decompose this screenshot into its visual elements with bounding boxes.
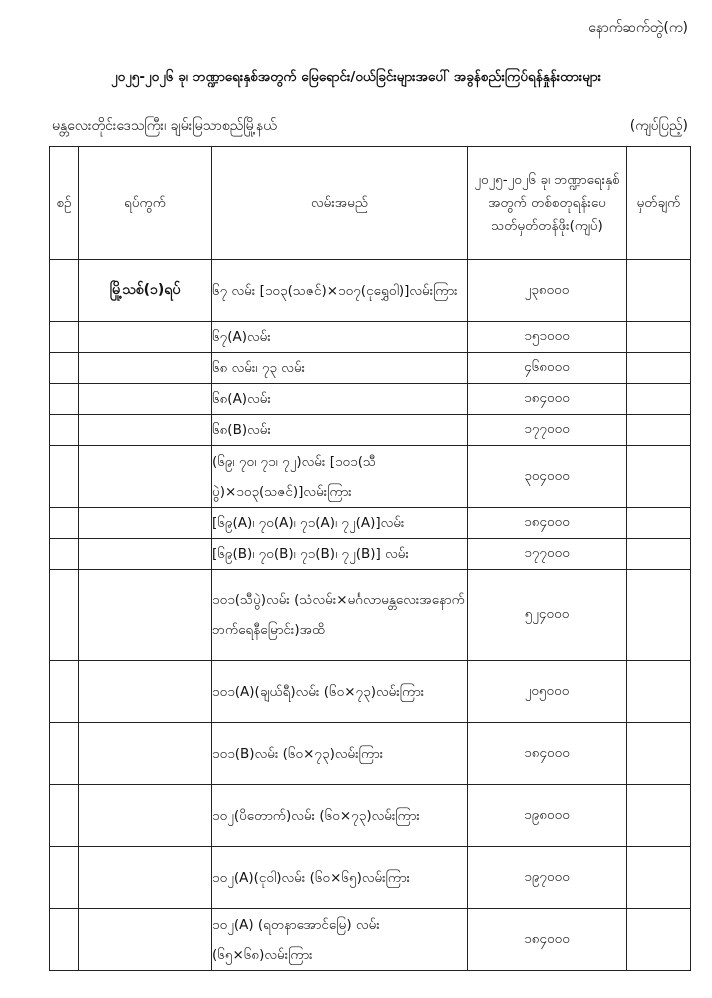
header-serial-no: စဉ် [50,147,79,260]
cell-rate: ၂၀၅၀၀၀ [468,661,627,723]
cell-ward [79,661,212,723]
cell-rate: ၁၉၈၀၀၀ [468,785,627,847]
cell-remarks [627,446,691,508]
cell-remarks [627,260,691,322]
cell-road-name: ၆၇(A)လမ်း [212,322,468,353]
cell-serial-no [50,322,79,353]
cell-road-name: ၁၀၂(A)(ငုဝါ)လမ်း (၆၀×၆၅)လမ်းကြား [212,847,468,909]
cell-road-name: ၁၀၂(A) (ရတနာအောင်မြေ) လမ်း (၆၅×၆၈)လမ်းကြား [212,909,468,971]
cell-rate: ၂၃၈၀၀၀ [468,260,627,322]
table-row [50,260,691,322]
cell-rate: ၁၈၄၀၀၀ [468,723,627,785]
cell-serial-no [50,415,79,446]
table-row [50,661,691,723]
cell-road-name: ၁၀၁(B)လမ်း (၆၀×၇၃)လမ်းကြား [212,723,468,785]
cell-ward [79,539,212,570]
cell-ward [79,322,212,353]
table-row [50,384,691,415]
cell-ward [79,785,212,847]
cell-road-name: (၆၉၊ ၇၀၊ ၇၁၊ ၇၂)လမ်း [၁၀၁(သီပွဲ)×၁၀၃(သဇင်)]လမ်းကြား [212,446,468,508]
header-rate-per-sqft: ၂၀၂၅-၂၀၂၆ ခု၊ ဘဏ္ဍာရေးနှစ်အတွက် တစ်စတုရန်းပေ သတ်မှတ်တန်ဖိုး(ကျပ်) [468,147,627,260]
cell-road-name: ၆၈ လမ်း၊ ၇၃ လမ်း [212,353,468,384]
cell-rate: ၁၇၇၀၀၀ [468,539,627,570]
table-row [50,446,691,508]
table-row [50,539,691,570]
annex-label: နောက်ဆက်တွဲ(က) [588,20,688,36]
cell-rate: ၅၂၄၀၀၀ [468,570,627,661]
cell-serial-no [50,446,79,508]
cell-road-name: ၆၈(A)လမ်း [212,384,468,415]
cell-remarks [627,415,691,446]
cell-road-name: ၁၀၂(ပိတောက်)လမ်း (၆၀×၇၃)လမ်းကြား [212,785,468,847]
cell-serial-no [50,384,79,415]
table-row [50,570,691,661]
cell-ward [79,353,212,384]
cell-serial-no [50,353,79,384]
cell-serial-no [50,539,79,570]
cell-ward [79,847,212,909]
cell-remarks [627,384,691,415]
header-road-name: လမ်းအမည် [212,147,468,260]
cell-road-name: ၁၀၁(A)(ချယ်ရီ)လမ်း (၆၀×၇၃)လမ်းကြား [212,661,468,723]
cell-ward [79,570,212,661]
cell-remarks [627,847,691,909]
table-row [50,353,691,384]
unit-label: (ကျပ်ပြည့်) [629,118,688,134]
cell-rate: ၁၇၇၀၀၀ [468,415,627,446]
cell-serial-no [50,909,79,971]
cell-road-name: [၆၉(A)၊ ၇၀(A)၊ ၇၁(A)၊ ၇၂(A)]လမ်း [212,508,468,539]
cell-serial-no [50,847,79,909]
cell-ward [79,384,212,415]
table-row [50,322,691,353]
cell-serial-no [50,785,79,847]
cell-remarks [627,661,691,723]
cell-remarks [627,723,691,785]
table-row [50,723,691,785]
header-ward: ရပ်ကွက် [79,147,212,260]
cell-serial-no [50,723,79,785]
cell-remarks [627,539,691,570]
table-row [50,785,691,847]
cell-ward [79,909,212,971]
cell-rate: ၁၅၁၀၀၀ [468,322,627,353]
table-row [50,909,691,971]
land-tax-rate-table [49,146,691,971]
cell-rate: ၃၀၄၀၀၀ [468,446,627,508]
cell-road-name: ၆၇ လမ်း [၁၀၃(သဇင်)×၁၀၇(ငုရွှေဝါ)]လမ်းကြား [212,260,468,322]
cell-road-name: [၆၉(B)၊ ၇၀(B)၊ ၇၁(B)၊ ၇၂(B)] လမ်း [212,539,468,570]
table-header-row [50,147,691,260]
cell-ward [79,508,212,539]
table-row [50,847,691,909]
cell-serial-no [50,570,79,661]
header-remarks: မှတ်ချက် [627,147,691,260]
cell-rate: ၁၈၄၀၀၀ [468,384,627,415]
cell-ward [79,446,212,508]
cell-road-name: ၆၈(B)လမ်း [212,415,468,446]
location-label: မန္တလေးတိုင်းဒေသကြီး၊ ချမ်းမြသာစည်မြို့နယ် [52,118,277,134]
cell-rate: ၁၈၄၀၀၀ [468,909,627,971]
table-row [50,415,691,446]
cell-rate: ၁၉၇၀၀၀ [468,847,627,909]
cell-remarks [627,322,691,353]
document-title: ၂၀၂၅-၂၀၂၆ ခု၊ ဘဏ္ဍာရေးနှစ်အတွက် မြေရောင်း/ဝယ်ခြင်းများအပေါ် အခွန်စည်းကြပ်ရန်နှုန်းထားများ [110,69,602,85]
cell-remarks [627,909,691,971]
cell-ward [79,415,212,446]
cell-remarks [627,785,691,847]
cell-ward [79,723,212,785]
cell-serial-no [50,661,79,723]
cell-ward: မြို့သစ်(၁)ရပ် [79,260,212,322]
cell-serial-no [50,508,79,539]
cell-remarks [627,353,691,384]
cell-remarks [627,570,691,661]
cell-road-name: ၁၀၁(သီပွဲ)လမ်း (သံလမ်း×မင်္ဂလာမန္တလေးအနောက် ဘက်ရေနီမြောင်း)အထိ [212,570,468,661]
cell-rate: ၁၈၄၀၀၀ [468,508,627,539]
cell-remarks [627,508,691,539]
cell-rate: ၄၆၈၀၀၀ [468,353,627,384]
table-row [50,508,691,539]
cell-serial-no [50,260,79,322]
